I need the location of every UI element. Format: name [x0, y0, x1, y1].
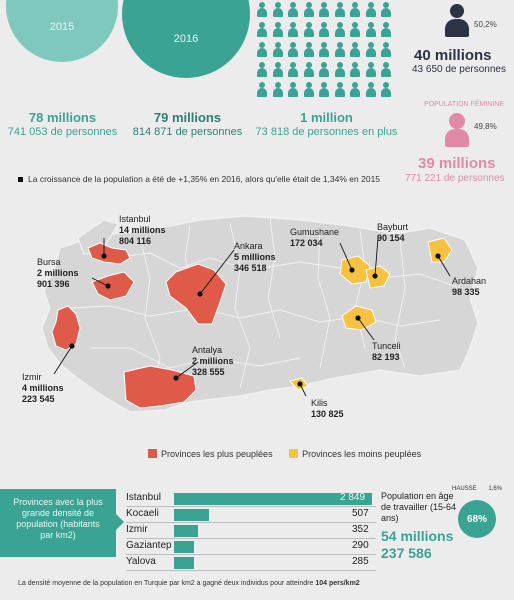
person-icon [256, 62, 268, 77]
footer-text: La densité moyenne de la population en Turquie par km2 a gagné deux individus pour atteindre [18, 580, 314, 587]
label-kilis [311, 398, 344, 420]
ankara-name: Ankara [234, 241, 263, 251]
person-icon [365, 82, 377, 97]
person-icon [287, 22, 299, 37]
person-icon [303, 2, 315, 17]
istanbul-line2: 804 116 [119, 236, 152, 246]
person-icon [365, 22, 377, 37]
pop-2016-detail: 814 871 de personnes [132, 126, 243, 138]
growth-headline: 1 million [300, 110, 353, 125]
ankara-line2: 346 518 [234, 263, 267, 273]
working-age-percent: 68% [466, 513, 487, 525]
izmir-line1: 4 millions [22, 383, 64, 393]
person-icon [272, 82, 284, 97]
person-icon [349, 82, 361, 97]
density-row-name: Istanbul [126, 492, 162, 503]
person-icon [318, 82, 330, 97]
density-row-divider [126, 538, 376, 539]
density-row [126, 508, 386, 521]
density-row [126, 492, 386, 505]
antalya-line1: 2 millions [192, 356, 234, 366]
legend-most: Provinces les plus peuplées [161, 449, 273, 459]
person-icon [365, 42, 377, 57]
people-grid [256, 0, 396, 104]
density-bar [174, 509, 209, 521]
ardahan-name: Ardahan [452, 276, 487, 286]
density-value: 285 [352, 556, 369, 567]
working-age-circle [458, 500, 496, 538]
legend-least: Provinces les moins peuplées [302, 449, 422, 459]
person-icon [256, 42, 268, 57]
male-icon [445, 4, 469, 40]
male-percent: 50,2% [474, 20, 497, 29]
person-icon [256, 22, 268, 37]
density-row-divider [126, 522, 376, 523]
female-icon [445, 113, 469, 147]
person-icon [303, 22, 315, 37]
growth-note [18, 174, 380, 184]
label-ankara [234, 241, 276, 274]
person-icon [365, 2, 377, 17]
person-icon [380, 62, 392, 77]
ardahan-line1: 98 335 [452, 287, 480, 297]
circle-2015 [6, 0, 118, 62]
working-age-title: Population en âge de travailler (15-64 ans) [381, 491, 457, 523]
person-icon [318, 62, 330, 77]
person-icon [318, 2, 330, 17]
density-value: 352 [352, 524, 369, 535]
person-icon [349, 42, 361, 57]
density-row-name: Izmir [126, 524, 148, 535]
circle-2016 [122, 0, 250, 78]
person-icon [287, 2, 299, 17]
gumushane-line1: 172 034 [290, 238, 323, 248]
density-row [126, 540, 386, 553]
density-title-box [0, 489, 116, 557]
bursa-line2: 901 396 [37, 279, 70, 289]
person-icon [272, 2, 284, 17]
density-row-name: Gaziantep [126, 540, 172, 551]
kilis-line1: 130 825 [311, 409, 344, 419]
person-icon [380, 82, 392, 97]
person-icon [272, 42, 284, 57]
working-age-detail: 237 586 [381, 545, 432, 561]
pop-2015-headline: 78 millions [28, 110, 97, 125]
istanbul-name: Istanbul [119, 214, 151, 224]
bayburt-name: Bayburt [377, 222, 409, 232]
person-icon [272, 22, 284, 37]
label-bursa [37, 257, 79, 290]
izmir-line2: 223 545 [22, 394, 55, 404]
bayburt-line1: 90 154 [377, 233, 405, 243]
person-icon [287, 42, 299, 57]
growth-note-text: La croissance de la population a été de +1,35% en 2016, alors qu'elle était de 1,34% en 2015 [28, 174, 381, 184]
density-title: Provinces avec la plus grande densité de population (habitants par km2) [13, 497, 103, 540]
map-legend [148, 449, 421, 459]
density-value: 507 [352, 508, 369, 519]
person-icon [256, 82, 268, 97]
gumushane-name: Gumushane [290, 227, 340, 237]
istanbul-line1: 14 millions [119, 225, 166, 235]
label-tunceli [372, 341, 401, 363]
person-icon [303, 42, 315, 57]
footer-bold: 104 pers/km2 [315, 580, 360, 587]
female-headline: 39 millions [418, 155, 496, 172]
label-ardahan [452, 276, 486, 298]
person-icon [334, 82, 346, 97]
person-icon [380, 2, 392, 17]
footer-note [18, 580, 360, 587]
density-row-name: Kocaeli [126, 508, 159, 519]
person-icon [334, 42, 346, 57]
person-icon [287, 62, 299, 77]
legend-red-swatch [148, 449, 157, 458]
density-arrow-icon [116, 514, 124, 530]
female-label: POPULATION FÉMININE [424, 101, 504, 108]
density-row-divider [126, 506, 376, 507]
bursa-line1: 2 millions [37, 268, 79, 278]
person-icon [256, 2, 268, 17]
density-row [126, 556, 386, 569]
label-istanbul [119, 214, 166, 247]
increase-label [452, 486, 502, 492]
person-icon [365, 62, 377, 77]
label-antalya [192, 345, 234, 378]
antalya-name: Antalya [192, 345, 223, 355]
female-detail: 771 221 de personnes [405, 173, 505, 184]
male-headline: 40 millions [414, 47, 492, 64]
density-value: 290 [352, 540, 369, 551]
person-icon [287, 82, 299, 97]
turkey-map [0, 198, 514, 448]
person-icon [334, 62, 346, 77]
density-bar [174, 541, 194, 553]
person-icon [349, 2, 361, 17]
person-icon [380, 42, 392, 57]
female-percent: 49,8% [474, 122, 497, 131]
person-icon [318, 42, 330, 57]
person-icon [318, 22, 330, 37]
antalya-line2: 328 555 [192, 367, 225, 377]
male-detail: 43 650 de personnes [412, 64, 506, 75]
increase-value: 1,6% [488, 486, 503, 492]
density-value: 2 849 [340, 492, 366, 503]
growth-detail: 73 818 de personnes en plus [255, 126, 398, 138]
tunceli-name: Tunceli [372, 341, 401, 351]
kilis-name: Kilis [311, 398, 328, 408]
person-icon [349, 22, 361, 37]
person-icon [380, 22, 392, 37]
density-row-divider [126, 554, 376, 555]
label-gumushane [290, 227, 339, 249]
year-2016-label: 2016 [173, 33, 199, 45]
label-bayburt [377, 222, 408, 244]
tunceli-line1: 82 193 [372, 352, 400, 362]
person-icon [303, 62, 315, 77]
person-icon [303, 82, 315, 97]
bursa-name: Bursa [37, 257, 61, 267]
density-row-divider [126, 570, 376, 571]
density-row [126, 524, 386, 537]
year-2015-label: 2015 [49, 21, 75, 33]
pop-2016-headline: 79 millions [153, 110, 222, 125]
person-icon [349, 62, 361, 77]
ankara-line1: 5 millions [234, 252, 276, 262]
person-icon [334, 2, 346, 17]
legend-yellow-swatch [289, 449, 298, 458]
bullet-square-icon [18, 177, 23, 182]
working-age-headline: 54 millions [381, 528, 454, 544]
density-row-name: Yalova [126, 556, 156, 567]
person-icon [334, 22, 346, 37]
pop-2015-detail: 741 053 de personnes [7, 126, 118, 138]
izmir-name: Izmir [22, 372, 42, 382]
density-bar [174, 525, 198, 537]
density-bar [174, 557, 194, 569]
increase-label-text: HAUSSE [452, 486, 477, 492]
person-icon [272, 62, 284, 77]
label-izmir [22, 372, 64, 405]
